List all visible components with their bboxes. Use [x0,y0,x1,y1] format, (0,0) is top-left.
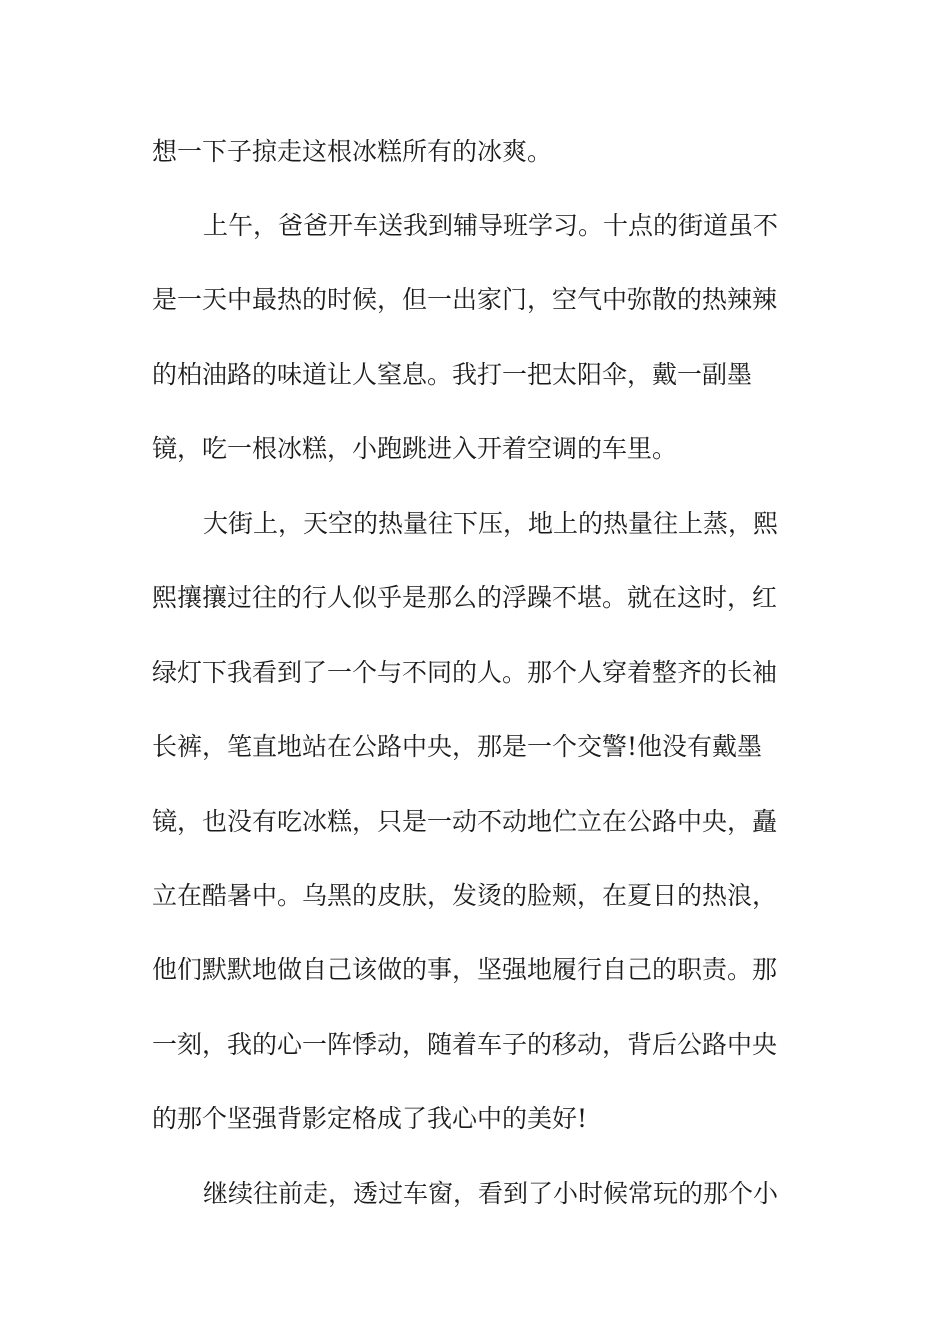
paragraph-first-line: 继续往前走，透过车窗，看到了小时候常玩的那个小 [203,1179,779,1208]
text-line: 立在酷暑中。乌黑的皮肤，发烫的脸颊，在夏日的热浪， [152,881,778,910]
text-line: 的柏油路的味道让人窒息。我打一把太阳伞，戴一副墨 [152,360,753,389]
text-line: 镜，也没有吃冰糕，只是一动不动地伫立在公路中央，矗 [152,807,778,836]
paragraph-first-line: 大街上，天空的热量往下压，地上的热量往上蒸，熙 [203,509,779,538]
text-line: 他们默默地做自己该做的事，坚强地履行自己的职责。那 [152,955,778,984]
text-line: 的那个坚强背影定格成了我心中的美好! [152,1104,588,1133]
text-line: 是一天中最热的时候，但一出家门，空气中弥散的热辣辣 [152,285,778,314]
text-line: 长裤，笔直地站在公路中央，那是一个交警!他没有戴墨 [152,732,763,761]
paragraph-first-line: 上午，爸爸开车送我到辅导班学习。十点的街道虽不 [203,211,779,240]
text-line: 镜，吃一根冰糕，小跑跳进入开着空调的车里。 [152,434,678,463]
text-line: 一刻，我的心一阵悸动，随着车子的移动，背后公路中央 [152,1030,778,1059]
text-line: 想一下子掠走这根冰糕所有的冰爽。 [152,137,553,166]
text-line: 绿灯下我看到了一个与不同的人。那个人穿着整齐的长袖 [152,658,778,687]
text-line: 熙攘攘过往的行人似乎是那么的浮躁不堪。就在这时，红 [152,583,778,612]
